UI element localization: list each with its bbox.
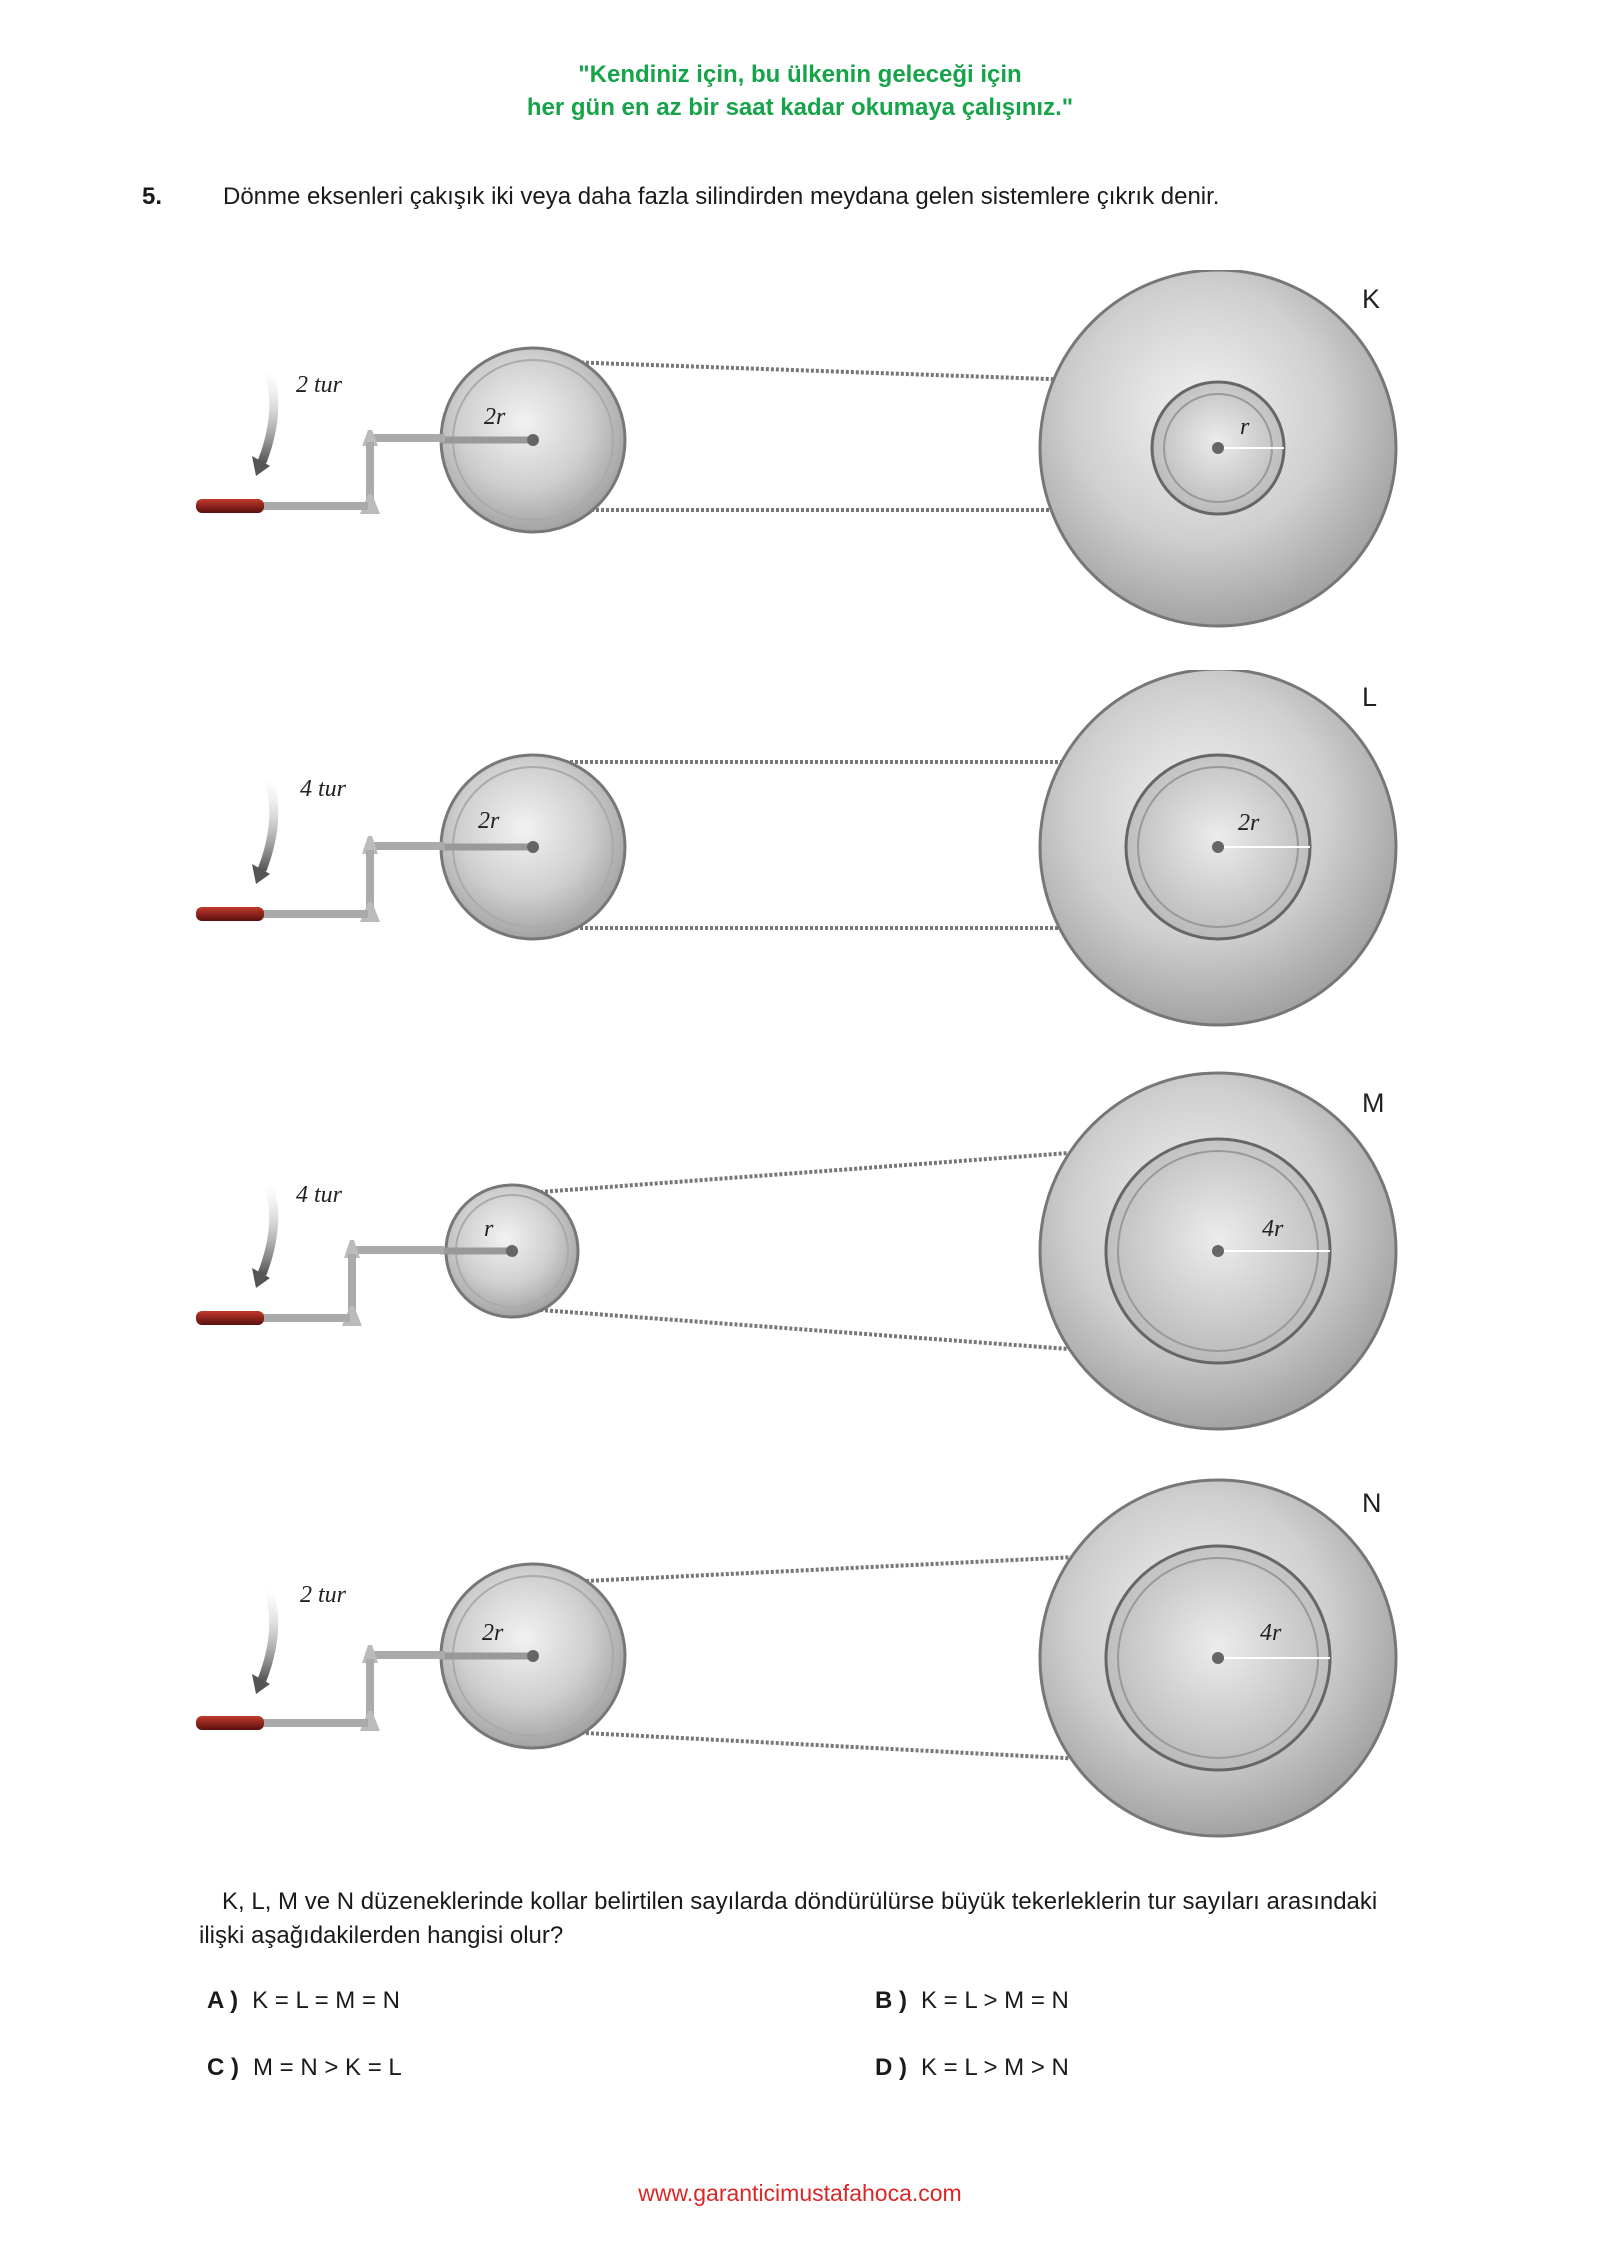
- crank-shaft: [370, 1651, 445, 1659]
- turn-count: 2 tur: [296, 372, 343, 398]
- rotation-arrow-icon: [262, 1182, 274, 1274]
- handle-grip: [196, 499, 264, 513]
- system-k-diagram: [0, 270, 1600, 670]
- question-number: 5.: [142, 183, 163, 210]
- handle-grip: [196, 907, 264, 921]
- small-radius-label: 2r: [482, 1620, 504, 1646]
- question-stem: K, L, M ve N düzeneklerinde kollar belirtilen sayılarda döndürülürse büyük tekerleklerin tur sayıları arasındaki ilişki aşağıdakilerden hangisi olur?: [199, 1888, 1378, 1949]
- big-wheel-axle: [1212, 442, 1224, 454]
- handle-grip: [196, 1311, 264, 1325]
- option-c[interactable]: [207, 2054, 402, 2082]
- system-label: M: [1362, 1088, 1385, 1118]
- system-label: N: [1362, 1488, 1382, 1518]
- small-wheel-axle: [527, 841, 539, 853]
- system-n: [0, 1470, 1600, 1870]
- system-m-diagram: [0, 1070, 1600, 1470]
- big-wheel-axle: [1212, 841, 1224, 853]
- option-d[interactable]: [875, 2054, 1069, 2082]
- crank-shaft: [352, 1246, 444, 1254]
- motto-line-2: her gün en az bir saat kadar okumaya çalışınız.": [526, 94, 1074, 121]
- small-radius-label: r: [484, 1216, 494, 1242]
- small-wheel-axle: [527, 434, 539, 446]
- inner-radius-label: r: [1240, 414, 1250, 440]
- question-intro: Dönme eksenleri çakışık iki veya daha fazla silindirden meydana gelen sistemlere çıkrık denir.: [223, 183, 1220, 210]
- turn-count: 4 tur: [300, 776, 347, 802]
- small-radius-label: 2r: [484, 404, 506, 430]
- small-wheel-axle: [506, 1245, 518, 1257]
- handle-rod: [260, 1719, 368, 1727]
- option-b[interactable]: [875, 1987, 1069, 2015]
- system-label: K: [1362, 284, 1381, 314]
- small-wheel-axle: [527, 1650, 539, 1662]
- option-letter: C ): [207, 2054, 239, 2081]
- handle-rod: [260, 1314, 350, 1322]
- option-text: K = L = M = N: [252, 1987, 400, 2014]
- crank-shaft: [370, 842, 445, 850]
- option-a[interactable]: [207, 1987, 400, 2015]
- motto: [0, 58, 1600, 124]
- system-l-diagram: [0, 670, 1600, 1070]
- big-wheel-axle: [1212, 1245, 1224, 1257]
- option-text: M = N > K = L: [253, 2054, 402, 2081]
- handle-grip: [196, 1716, 264, 1730]
- inner-radius-label: 4r: [1262, 1216, 1284, 1242]
- system-label: L: [1362, 682, 1378, 712]
- motto-line-1: "Kendiniz için, bu ülkenin geleceği için: [578, 61, 1022, 88]
- handle-rod: [260, 502, 368, 510]
- inner-radius-label: 2r: [1238, 810, 1260, 836]
- handle-rod: [260, 910, 368, 918]
- rotation-arrow-icon: [262, 1588, 274, 1680]
- rotation-arrow-icon: [262, 370, 274, 462]
- small-radius-label: 2r: [478, 808, 500, 834]
- turn-count: 4 tur: [296, 1182, 343, 1208]
- system-l: [0, 670, 1600, 1070]
- big-wheel-axle: [1212, 1652, 1224, 1664]
- option-text: K = L > M > N: [921, 2054, 1069, 2081]
- option-text: K = L > M = N: [921, 1987, 1069, 2014]
- option-letter: D ): [875, 2054, 907, 2081]
- rotation-arrow-icon: [262, 778, 274, 870]
- option-letter: A ): [207, 1987, 239, 2014]
- footer-url[interactable]: www.garanticimustafahoca.com: [638, 2180, 962, 2206]
- inner-radius-label: 4r: [1260, 1620, 1282, 1646]
- turn-count: 2 tur: [300, 1582, 347, 1608]
- system-m: [0, 1070, 1600, 1470]
- crank-shaft: [370, 434, 445, 442]
- system-k: [0, 270, 1600, 670]
- option-letter: B ): [875, 1987, 907, 2014]
- system-n-diagram: [0, 1470, 1600, 1870]
